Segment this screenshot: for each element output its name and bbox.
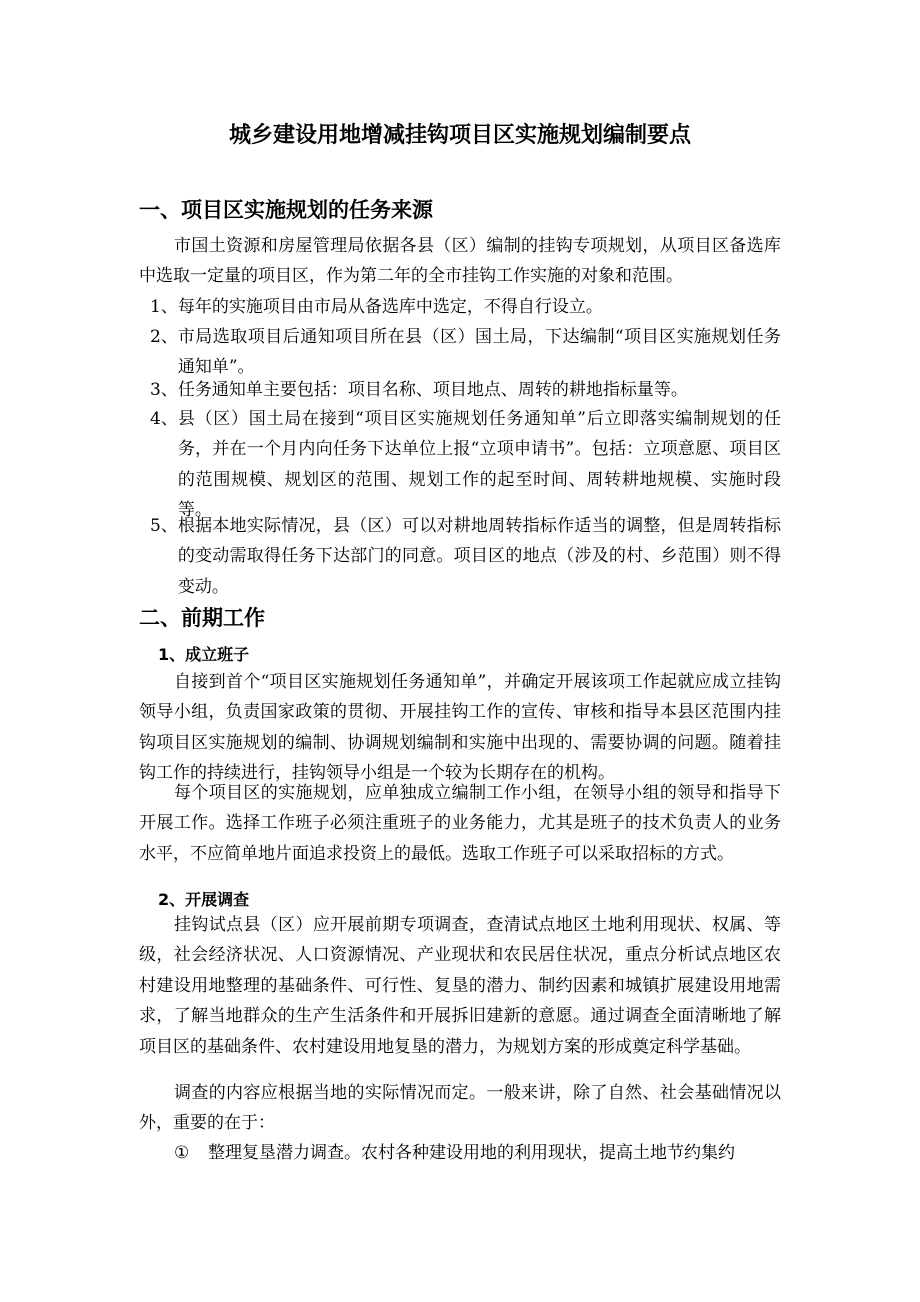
list-item xyxy=(174,1138,781,1168)
list-item-text: 县（区）国土局在接到“项目区实施规划任务通知单”后立即落实编制规划的任务，并在一个月内向任务下达单位上报“立项申请书”。包括：立项意愿、项目区的范围规模、规划区的范围、规划工作的起至时间、周转耕地规模、实施时段等。 xyxy=(177,409,781,521)
subsection-2-heading: 2、开展调查 xyxy=(158,890,250,909)
subsection-2-paragraph-2: 调查的内容应根据当地的实际情况而定。一般来讲，除了自然、社会基础情况以外，重要的在于： xyxy=(139,1083,781,1134)
list-item-text: 整理复垦潜力调查。农村各种建设用地的利用现状，提高土地节约集约 xyxy=(208,1143,735,1163)
list-item-number: ① xyxy=(174,1143,190,1163)
subsection-1-paragraph-2: 每个项目区的实施规划，应单独成立编制工作小组，在领导小组的领导和指导下开展工作。选择工作班子必须注重班子的业务能力，尤其是班子的技术负责人的业务水平，不应简单地片面追求投资上的最低。选取工作班子可以采取招标的方式。 xyxy=(139,783,781,864)
list-item-number: 5、 xyxy=(150,516,178,536)
section-1-intro: 市国土资源和房屋管理局依据各县（区）编制的挂钩专项规划，从项目区备选库中选取一定量的项目区，作为第二年的全市挂钩工作实施的对象和范围。 xyxy=(139,236,781,287)
list-item-text: 每年的实施项目由市局从备选库中选定，不得自行设立。 xyxy=(177,297,603,317)
list-item xyxy=(150,511,781,602)
list-item xyxy=(150,404,781,526)
list-item xyxy=(150,322,781,383)
list-item-text: 任务通知单主要包括：项目名称、项目地点、周转的耕地指标量等。 xyxy=(177,380,688,400)
list-item xyxy=(150,375,781,405)
list-item-text: 市局选取项目后通知项目所在县（区）国土局，下达编制“项目区实施规划任务通知单”。 xyxy=(177,327,781,378)
subsection-1-paragraph-1: 自接到首个“项目区实施规划任务通知单”，并确定开展该项工作起就应成立挂钩领导小组，负责国家政策的贯彻、开展挂钩工作的宣传、审核和指导本县区范围内挂钩项目区实施规划的编制、协调规划编制和实施中出现的、需要协调的问题。随着挂钩工作的持续进行，挂钩领导小组是一个较为长期存在的机构。 xyxy=(139,672,781,784)
document-title: 城乡建设用地增减挂钩项目区实施规划编制要点 xyxy=(228,123,691,148)
section-1-heading: 一、项目区实施规划的任务来源 xyxy=(139,198,433,222)
section-2-heading: 二、前期工作 xyxy=(139,606,265,630)
subsection-1-heading: 1、成立班子 xyxy=(158,645,250,664)
list-item-number: 4、 xyxy=(150,409,178,429)
subsection-2-paragraph-1: 挂钩试点县（区）应开展前期专项调查，查清试点地区土地利用现状、权属、等级，社会经济状况、人口资源情况、产业现状和农民居住状况，重点分析试点地区农村建设用地整理的基础条件、可行性、复垦的潜力、制约因素和城镇扩展建设用地需求，了解当地群众的生产生活条件和开展拆旧建新的意愿。通过调查全面清晰地了解项目区的基础条件、农村建设用地复垦的潜力，为规划方案的形成奠定科学基础。 xyxy=(139,915,781,1057)
list-item-number: 2、 xyxy=(150,327,178,347)
list-item-number: 3、 xyxy=(150,380,178,400)
list-item-text: 根据本地实际情况，县（区）可以对耕地周转指标作适当的调整，但是周转指标的变动需取得任务下达部门的同意。项目区的地点（涉及的村、乡范围）则不得变动。 xyxy=(177,516,781,597)
list-item xyxy=(150,292,781,322)
list-item-number: 1、 xyxy=(150,297,178,317)
